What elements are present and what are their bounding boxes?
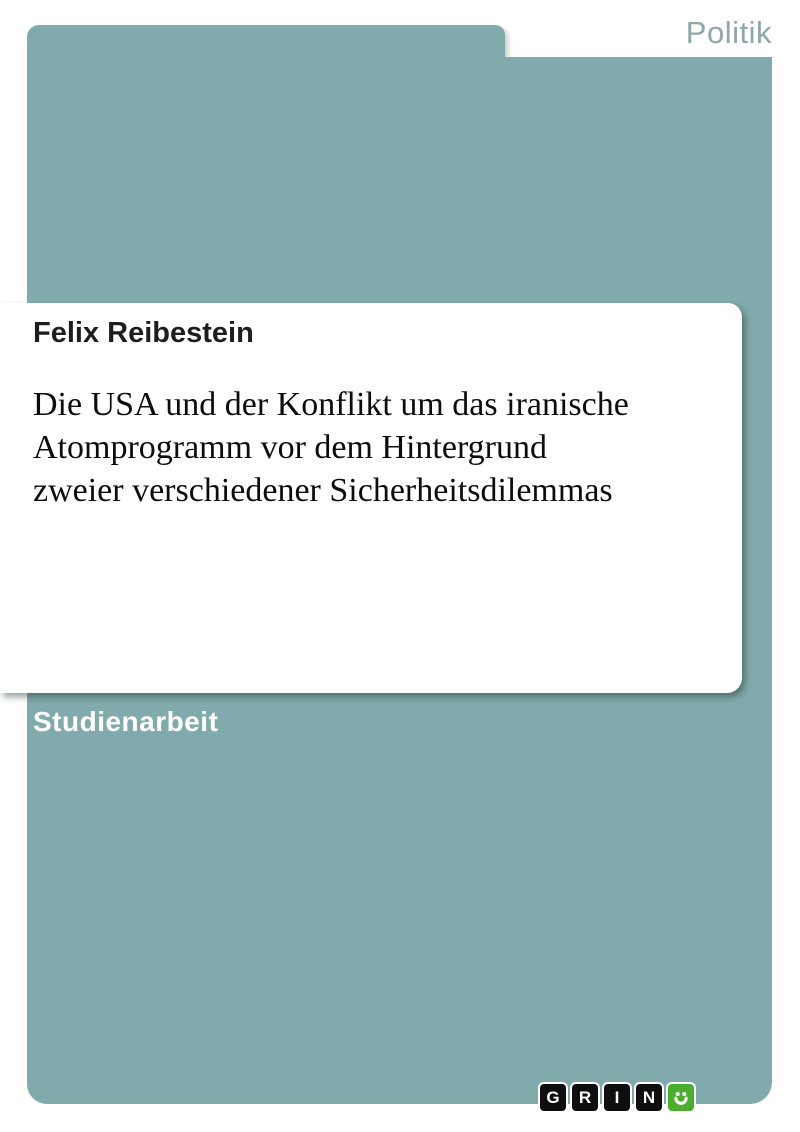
- document-type-label: Studienarbeit: [33, 706, 219, 737]
- grin-logo-letter-i: I: [602, 1082, 632, 1113]
- document-title: [33, 383, 714, 512]
- document-title-line-1: Die USA und der Konflikt um das iranische: [33, 386, 629, 424]
- grin-logo-letter-n: N: [634, 1082, 664, 1113]
- grin-logo-letter-g: G: [538, 1082, 568, 1113]
- category-label: Politik: [685, 15, 772, 50]
- grin-smiley-icon: [666, 1082, 696, 1113]
- grin-logo: [538, 1082, 696, 1113]
- grin-logo-letter-r: R: [570, 1082, 600, 1113]
- document-title-line-2: Atomprogramm vor dem Hintergrund: [33, 429, 548, 467]
- document-title-line-3: zweier verschiedener Sicherheitsdilemmas: [33, 472, 613, 510]
- author-name: Felix Reibestein: [33, 317, 254, 349]
- title-card: [0, 303, 742, 693]
